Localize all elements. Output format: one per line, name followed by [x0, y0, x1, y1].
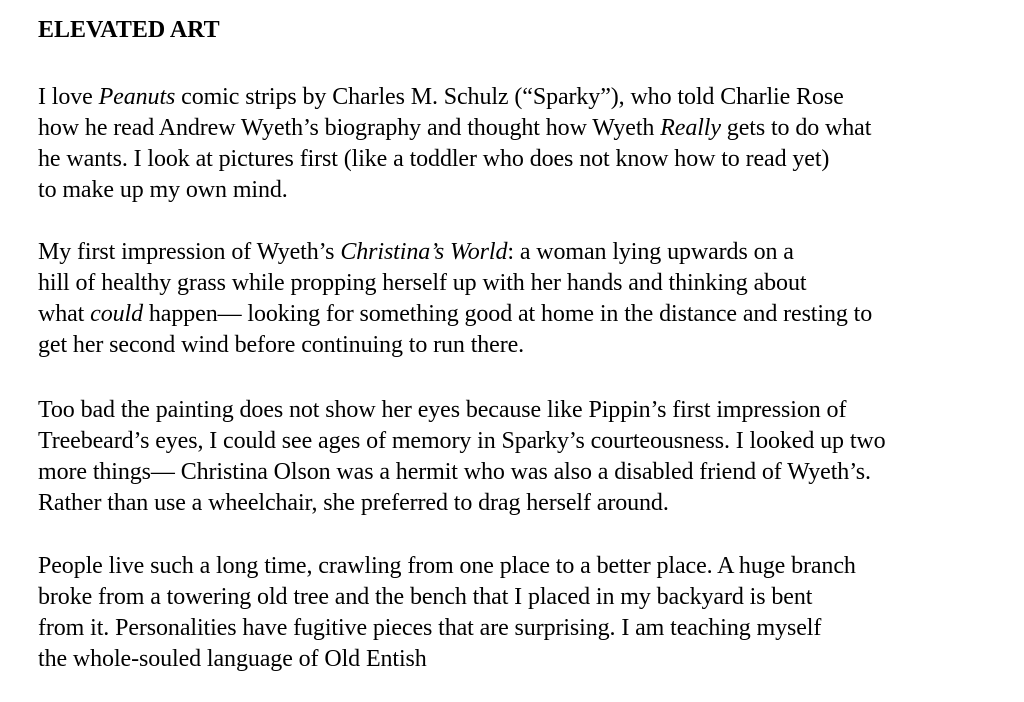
document-title: ELEVATED ART — [38, 17, 220, 43]
italic-title-christinas-world: Christina’s World — [340, 239, 508, 265]
paragraph-line: how he read Andrew Wyeth’s biography and thought how Wyeth Really gets to do what — [38, 115, 872, 141]
paragraph-line: Rather than use a wheelchair, she preferred to drag herself around. — [38, 490, 669, 516]
paragraph-line: he wants. I look at pictures first (like a toddler who does not know how to read yet) — [38, 146, 830, 172]
paragraph-2 — [38, 237, 872, 361]
italic-emphasis-really: Really — [660, 115, 721, 141]
paragraph-line: hill of healthy grass while propping herself up with her hands and thinking about — [38, 270, 807, 296]
paragraph-line: Too bad the painting does not show her eyes because like Pippin’s first impression of — [38, 397, 847, 423]
paragraph-line: Treebeard’s eyes, I could see ages of memory in Sparky’s courteousness. I looked up two — [38, 428, 886, 454]
paragraph-3 — [38, 395, 886, 519]
italic-title-peanuts: Peanuts — [98, 84, 176, 110]
paragraph-line: the whole-souled language of Old Entish — [38, 646, 427, 672]
paragraph-line: broke from a towering old tree and the bench that I placed in my backyard is bent — [38, 584, 813, 610]
paragraph-line: My first impression of Wyeth’s Christina’s World: a woman lying upwards on a — [38, 239, 794, 265]
paragraph-line: People live such a long time, crawling from one place to a better place. A huge branch — [38, 553, 856, 579]
paragraph-line: to make up my own mind. — [38, 177, 288, 203]
paragraph-line: what could happen— looking for something good at home in the distance and resting to — [38, 301, 873, 327]
paragraph-line: more things— Christina Olson was a hermit who was also a disabled friend of Wyeth’s. — [38, 459, 871, 485]
paragraph-1 — [38, 82, 871, 206]
paragraph-line: get her second wind before continuing to run there. — [38, 332, 525, 358]
paragraph-4 — [38, 551, 856, 675]
italic-emphasis-could: could — [90, 301, 143, 327]
paragraph-line: from it. Personalities have fugitive pieces that are surprising. I am teaching myself — [38, 615, 822, 641]
paragraph-line: I love Peanuts comic strips by Charles M. Schulz (“Sparky”), who told Charlie Rose — [38, 84, 844, 110]
